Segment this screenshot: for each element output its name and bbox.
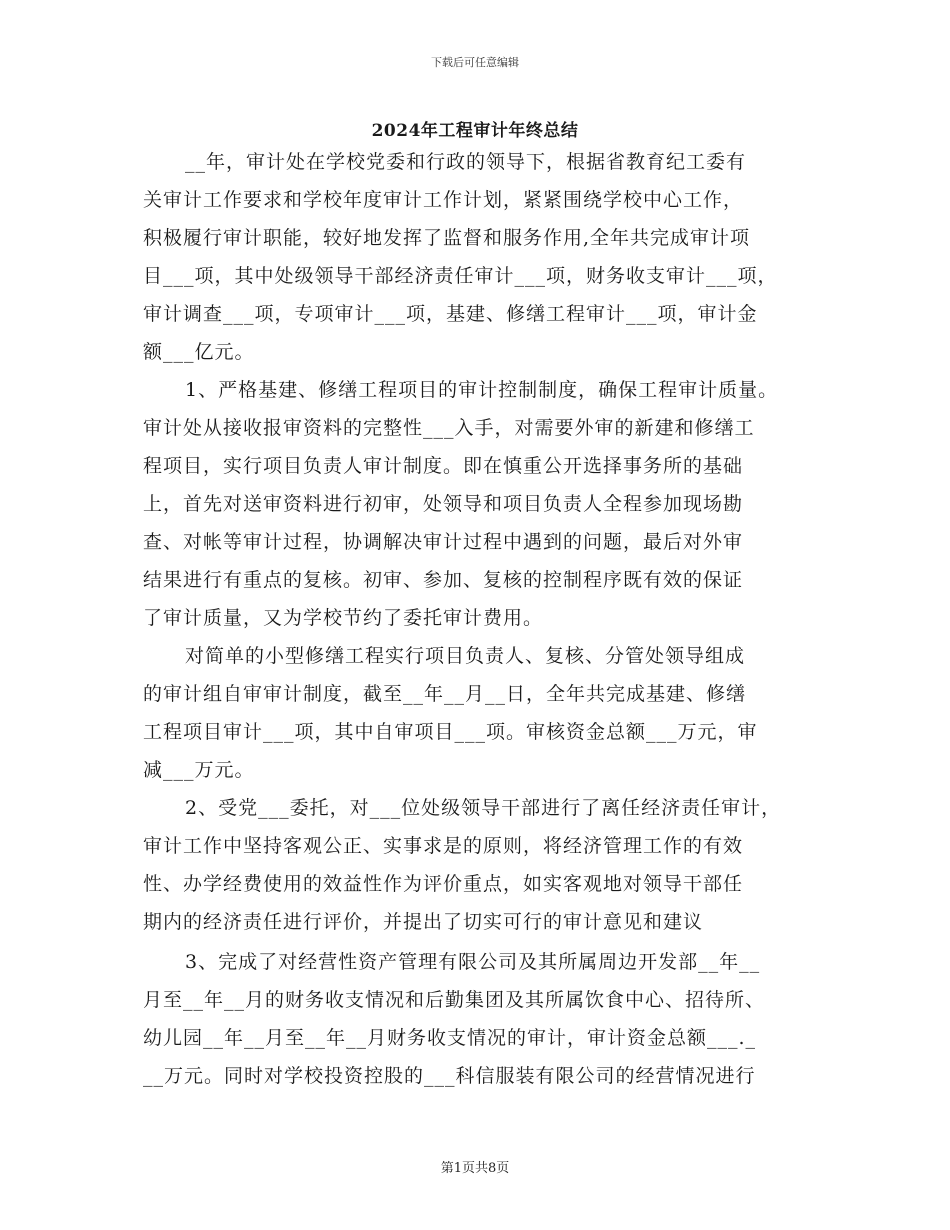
text-line: 关审计工作要求和学校年度审计工作计划，紧紧围绕学校中心工作， [143,189,744,211]
text-line: 2、受党___委托，对___位处级领导干部进行了离任经济责任审计， [185,797,782,819]
text-line: 了审计质量，又为学校节约了委托审计费用。 [143,607,544,629]
text-line: 3、完成了对经营性资产管理有限公司及其所属周边开发部__年__ [185,951,761,973]
text-line: 查、对帐等审计过程，协调解决审计过程中遇到的问题，最后对外审 [143,531,744,553]
text-line: 审计调查___项，专项审计___项，基建、修缮工程审计___项，审计金 [143,303,758,325]
text-line: 上，首先对送审资料进行初审，处领导和项目负责人全程参加现场勘 [143,493,744,515]
text-line: 幼儿园__年__月至__年__月财务收支情况的审计，审计资金总额___._ [143,1027,757,1049]
text-line: 审计工作中坚持客观公正、实事求是的原则，将经济管理工作的有效 [143,835,744,857]
text-line: 工程项目审计___项，其中自审项目___项。审核资金总额___万元，审 [143,721,758,743]
text-line: 期内的经济责任进行评价，并提出了切实可行的审计意见和建议 [143,911,704,933]
header-note: 下载后可任意编辑 [431,56,519,69]
text-line: 额___亿元。 [143,341,255,363]
text-line: 减___万元。 [143,759,255,781]
text-line: 积极履行审计职能，较好地发挥了监督和服务作用,全年共完成审计项 [143,227,751,249]
text-line: 1、严格基建、修缮工程项目的审计控制制度，确保工程审计质量。 [185,379,779,401]
page-number: 第1页共8页 [440,1161,510,1176]
text-line: 程项目，实行项目负责人审计制度。即在慎重公开选择事务所的基础 [143,455,744,477]
text-line: 性、办学经费使用的效益性作为评价重点，如实客观地对领导干部任 [143,873,744,895]
text-line: __年，审计处在学校党委和行政的领导下，根据省教育纪工委有 [185,151,747,173]
text-line: __万元。同时对学校投资控股的___科信服装有限公司的经营情况进行 [143,1065,756,1087]
text-line: 的审计组自审审计制度，截至__年__月__日，全年共完成基建、修缮 [143,683,747,705]
text-line: 审计处从接收报审资料的完整性___入手，对需要外审的新建和修缮工 [143,417,755,439]
text-line: 对简单的小型修缮工程实行项目负责人、复核、分管处领导组成 [185,645,746,667]
text-line: 月至__年__月的财务收支情况和后勤集团及其所属饮食中心、招待所、 [143,989,766,1011]
document-title: 2024年工程审计年终总结 [371,121,579,141]
text-line: 目___项，其中处级领导干部经济责任审计___项，财务收支审计___项， [143,265,778,287]
text-line: 结果进行有重点的复核。初审、参加、复核的控制程序既有效的保证 [143,569,744,591]
